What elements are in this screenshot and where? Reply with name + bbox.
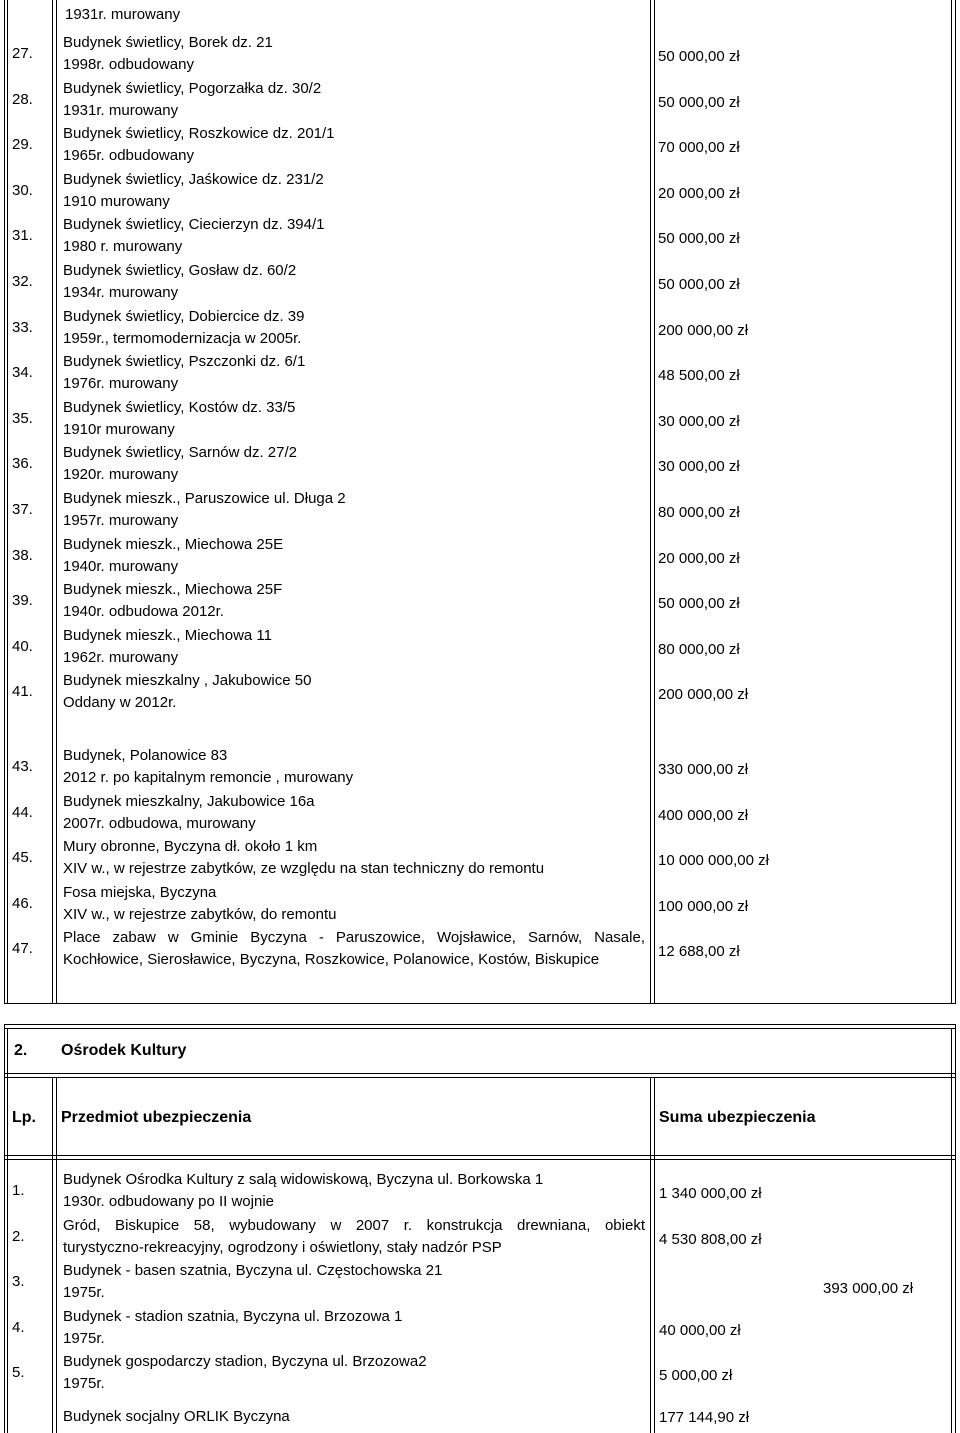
row-number: 31. (12, 227, 33, 245)
row-description-line-1: Mury obronne, Byczyna dł. około 1 km (63, 838, 318, 856)
row-description-line-1: Budynek mieszk., Miechowa 25E (63, 535, 284, 553)
row-description-line-2: 1959r., termomodernizacja w 2005r. (63, 329, 302, 347)
row-description-line-1: Budynek świetlicy, Gosław dz. 60/2 (63, 262, 297, 279)
row-number: 47. (12, 940, 33, 958)
row-description-line-1: Budynek świetlicy, Sarnów dz. 27/2 (63, 444, 298, 462)
row-number: 2. (12, 1227, 25, 1245)
row-number: 33. (12, 318, 33, 336)
row-amount: 50 000,00 zł (658, 595, 740, 613)
row-description-line-1: Budynek - stadion szatnia, Byczyna ul. Brzozowa 1 (63, 1307, 403, 1325)
row-description-line-1: Budynek - basen szatnia, Byczyna ul. Częstochowska 21 (63, 1262, 443, 1280)
row-description-line-2: 1962r. murowany (63, 648, 179, 666)
row-number: 4. (12, 1318, 25, 1336)
row-number: 34. (12, 364, 33, 382)
row-description-line-2: 1976r. murowany (63, 375, 179, 393)
row-description-line-2: XIV w., w rejestrze zabytków, do remontu (63, 905, 337, 923)
row-number: 46. (12, 894, 33, 912)
row-number: 41. (12, 683, 33, 701)
row-description-line-1: Fosa miejska, Byczyna (63, 883, 217, 901)
row-description-line-1: Place zabaw w Gminie Byczyna - Paruszowice, Wojsławice, Sarnów, Nasale, (63, 929, 645, 947)
row-amount: 50 000,00 zł (658, 93, 740, 111)
row-description-line-2: 2007r. odbudowa, murowany (63, 814, 256, 832)
row-description-line-2: 1940r. odbudowa 2012r. (63, 603, 224, 621)
row-number: 37. (12, 501, 33, 518)
row-description-line-1: Budynek mieszk., Miechowa 25F (63, 581, 283, 599)
row-amount: 80 000,00 zł (658, 640, 740, 658)
row-description-line-1: Budynek gospodarczy stadion, Byczyna ul. Brzozowa2 (63, 1353, 427, 1371)
row-number: 29. (12, 136, 33, 154)
row-description-line-1: Budynek mieszkalny , Jakubowice 50 (63, 672, 312, 690)
row-number: 43. (12, 758, 33, 775)
row-amount: 50 000,00 zł (658, 276, 740, 293)
row-amount: 4 530 808,00 zł (659, 1230, 762, 1248)
row-amount: 80 000,00 zł (658, 504, 740, 521)
header-lp: Lp. (12, 1109, 36, 1126)
header-sum: Suma ubezpieczenia (659, 1109, 816, 1126)
row-amount: 50 000,00 zł (658, 230, 740, 248)
row-amount: 20 000,00 zł (658, 549, 740, 567)
row-number: 35. (12, 409, 33, 427)
row-description-line-2: 1975r. (63, 1375, 105, 1393)
row-amount: 40 000,00 zł (659, 1321, 741, 1339)
row-number: 27. (12, 45, 33, 62)
row-description-line-1: Budynek świetlicy, Roszkowice dz. 201/1 (63, 125, 335, 143)
section-title: Ośrodek Kultury (61, 1042, 187, 1059)
row-description-line-2: 1910 murowany (63, 192, 170, 210)
row-description-line-1: Budynek świetlicy, Jaśkowice dz. 231/2 (63, 170, 324, 188)
row-description-line-1: Budynek Ośrodka Kultury z salą widowiskową, Byczyna ul. Borkowska 1 (63, 1171, 544, 1188)
row-description-line-1: Budynek mieszk., Paruszowice ul. Długa 2 (63, 490, 346, 507)
row-number: 40. (12, 637, 33, 655)
row-description-line-2: 1920r. murowany (63, 466, 179, 484)
row-amount: 50 000,00 zł (658, 48, 740, 65)
row-amount: 200 000,00 zł (658, 686, 749, 704)
row-description-line-2: Kochłowice, Sierosławice, Byczyna, Roszkowice, Polanowice, Kostów, Biskupice (63, 951, 600, 969)
section-number: 2. (14, 1042, 28, 1059)
row-description-line-2: 1930r. odbudowany po II wojnie (63, 1193, 274, 1210)
merged-amount: 393 000,00 zł (823, 1280, 914, 1297)
row-description-line-2: XIV w., w rejestrze zabytków, ze względu na stan techniczny do remontu (63, 860, 545, 878)
row-description-line-1: Gród, Biskupice 58, wybudowany w 2007 r. konstrukcja drewniana, obiekt (63, 1216, 645, 1234)
row-description-line-2: 1931r. murowany (63, 101, 179, 119)
row-amount: 20 000,00 zł (658, 184, 740, 202)
row-description-line-1: Budynek świetlicy, Kostów dz. 33/5 (63, 398, 296, 416)
row-description-line-1: Budynek socjalny ORLIK Byczyna (63, 1408, 290, 1425)
row-amount: 177 144,90 zł (659, 1409, 750, 1426)
row-description-line-1: Budynek mieszk., Miechowa 11 (63, 626, 272, 644)
row-amount: 30 000,00 zł (658, 412, 740, 430)
row-number: 39. (12, 592, 33, 610)
row-amount: 200 000,00 zł (658, 321, 749, 339)
row-amount: 400 000,00 zł (658, 806, 749, 824)
header-subject: Przedmiot ubezpieczenia (61, 1109, 252, 1126)
row-description-line-1: Budynek świetlicy, Pszczonki dz. 6/1 (63, 353, 306, 371)
row-description-line-1: Budynek świetlicy, Ciecierzyn dz. 394/1 (63, 216, 325, 234)
row-amount: 48 500,00 zł (658, 367, 740, 385)
row-number: 36. (12, 455, 33, 473)
row-description-line-2: 2012 r. po kapitalnym remoncie , murowany (63, 769, 354, 786)
row-number: 28. (12, 90, 33, 108)
row-description-line-2: 1910r murowany (63, 420, 175, 438)
row-amount: 5 000,00 zł (659, 1367, 733, 1385)
row-number: 30. (12, 181, 33, 199)
row-description-line-2: Oddany w 2012r. (63, 694, 177, 712)
row-description-line-2: 1998r. odbudowany (63, 56, 194, 73)
row-description-line-1: Budynek świetlicy, Dobiercice dz. 39 (63, 307, 305, 325)
row-description-line-2: 1980 r. murowany (63, 238, 183, 256)
continued-text: 1931r. murowany (65, 6, 181, 23)
row-number: 45. (12, 849, 33, 867)
row-amount: 100 000,00 zł (658, 897, 749, 915)
row-number: 44. (12, 803, 33, 821)
row-description-line-2: 1975r. (63, 1284, 105, 1302)
row-amount: 1 340 000,00 zł (659, 1185, 762, 1202)
row-description-line-1: Budynek mieszkalny, Jakubowice 16a (63, 792, 315, 810)
row-description-line-2: 1965r. odbudowany (63, 147, 194, 165)
row-amount: 330 000,00 zł (658, 761, 749, 778)
row-description-line-1: Budynek świetlicy, Pogorzałka dz. 30/2 (63, 79, 322, 97)
row-amount: 30 000,00 zł (658, 458, 740, 476)
row-number: 38. (12, 546, 33, 564)
row-description-line-2: 1940r. murowany (63, 557, 179, 575)
row-number: 32. (12, 273, 33, 290)
row-number: 3. (12, 1273, 25, 1291)
row-description-line-2: 1975r. (63, 1329, 105, 1347)
row-number: 1. (12, 1182, 25, 1199)
row-description-line-1: Budynek świetlicy, Borek dz. 21 (63, 34, 273, 51)
row-number: 5. (12, 1364, 25, 1382)
row-amount: 12 688,00 zł (658, 943, 740, 961)
row-description-line-2: turystyczno-rekreacyjny, ogrodzony i oświetlony, stały nadzór PSP (63, 1238, 502, 1256)
row-description-line-1: Budynek, Polanowice 83 (63, 747, 228, 764)
row-amount: 70 000,00 zł (658, 139, 740, 157)
row-amount: 10 000 000,00 zł (658, 852, 769, 870)
row-description-line-2: 1957r. murowany (63, 512, 179, 529)
row-description-line-2: 1934r. murowany (63, 284, 179, 301)
